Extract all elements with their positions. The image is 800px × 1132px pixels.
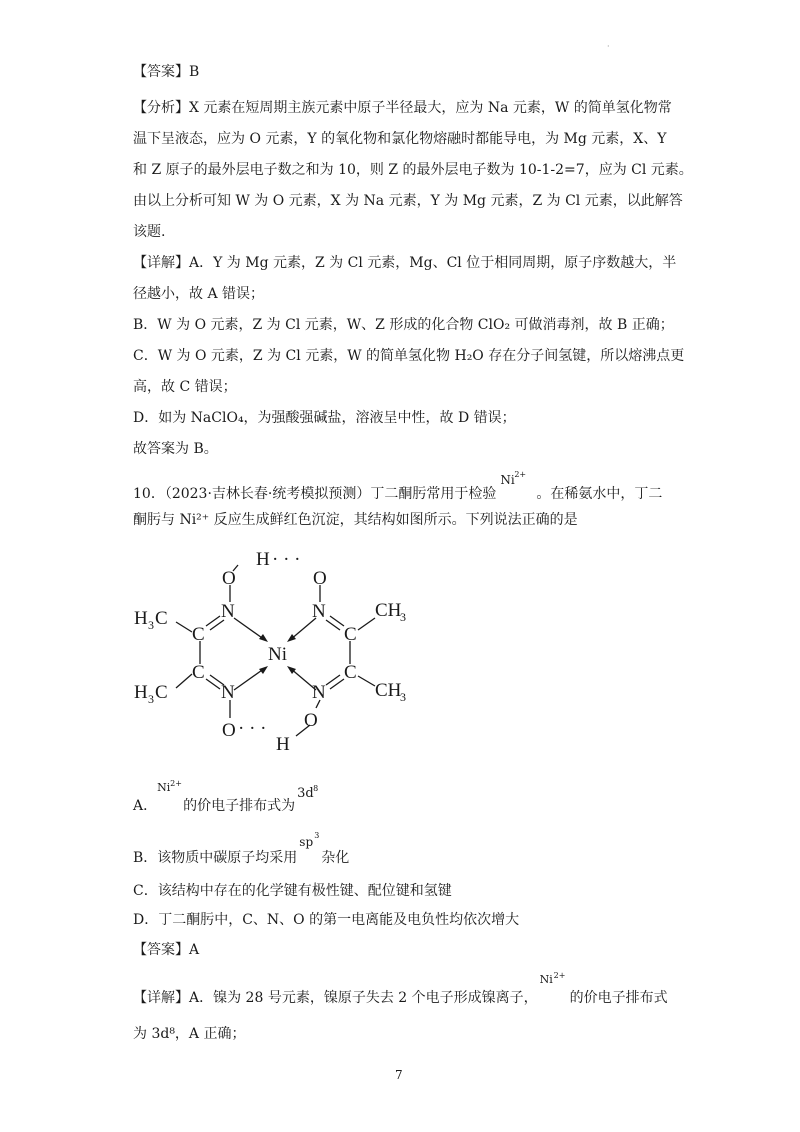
hbond-dots-top: · · · <box>272 549 301 570</box>
q10-line-1 <box>133 470 663 504</box>
c-upper-left: C <box>192 624 205 645</box>
detail-2-prefix: 【详解】A．镍为 28 号元素，镍原子失去 2 个电子形成镍离子， <box>133 990 538 1006</box>
ni-center: Ni <box>268 644 287 665</box>
detail-2-line-1 <box>133 971 668 1008</box>
analysis-line-1: 【分析】X 元素在短周期主族元素中原子半径最大，应为 Na 元素，W 的简单氢化物常 <box>133 100 672 116</box>
n-top-right: N <box>312 601 326 622</box>
analysis-line-5: 该题. <box>133 224 166 240</box>
n-bottom-right: N <box>312 682 326 703</box>
o-top-left: O <box>222 568 236 589</box>
detail-2-line-2: 为 3d⁸，A 正确； <box>133 1026 246 1042</box>
option-a-config: 3d 8 <box>297 784 319 801</box>
q10-suffix: 。在稀氨水中，丁二 <box>536 486 663 502</box>
detail-a-line-1: 【详解】A．Y 为 Mg 元素，Z 为 Cl 元素，Mg、Cl 位于相同周期，原子序数越大，半 <box>133 255 677 271</box>
option-b-suffix: 杂化 <box>321 850 350 866</box>
q10-prefix: 10．（2023·吉林长春·统考模拟预测）丁二酮肟常用于检验 <box>133 486 497 502</box>
option-a-label: A． <box>133 798 158 814</box>
n-bottom-left: N <box>221 682 235 703</box>
detail-d: D．如为 NaClO₄，为强酸强碱盐，溶液呈中性，故 D 错误； <box>133 410 516 426</box>
option-b <box>133 831 350 868</box>
h3c-upper-h: H <box>134 608 148 629</box>
corner-mark: · <box>607 42 610 51</box>
option-d: D．丁二酮肟中，C、N、O 的第一电离能及电负性均依次增大 <box>133 912 520 928</box>
answer-1: 【答案】B <box>133 64 200 80</box>
c-lower-right: C <box>344 662 357 683</box>
ch3-lower-sub: 3 <box>400 690 406 704</box>
conclusion: 故答案为 B。 <box>133 441 218 457</box>
analysis-line-4: 由以上分析可知 W 为 O 元素，X 为 Na 元素，Y 为 Mg 元素，Z 为 Cl 元素，以此解答 <box>133 193 683 209</box>
option-a-text: 的价电子排布式为 <box>183 798 296 814</box>
detail-a-line-2: 径越小，故 A 错误； <box>133 286 265 302</box>
detail-2-suffix: 的价电子排布式 <box>569 990 668 1006</box>
detail-2-ni: Ni 2+ <box>539 971 566 986</box>
c-upper-right: C <box>344 624 357 645</box>
h-bottom: H <box>276 734 290 755</box>
detail-c-line-1: C．W 为 O 元素，Z 为 Cl 元素，W 的简单氢化物 H₂O 存在分子间氢键，所以熔沸点更 <box>133 348 685 364</box>
detail-b: B．W 为 O 元素，Z 为 Cl 元素，W、Z 形成的化合物 ClO₂ 可做消毒剂，故 B 正确； <box>133 317 674 333</box>
option-a-ni: Ni 2+ <box>157 779 182 794</box>
o-bottom-right: O <box>304 710 318 731</box>
option-b-text: B．该物质中碳原子均采用 <box>133 850 298 866</box>
analysis-line-2: 温下呈液态，应为 O 元素，Y 的氧化物和氯化物熔融时都能导电，为 Mg 元素，X、Y <box>133 131 667 147</box>
q10-line-2: 酮肟与 Ni²⁺ 反应生成鲜红色沉淀，其结构如图所示。下列说法正确的是 <box>133 512 578 528</box>
hbond-dots-bottom: · · · <box>238 718 267 739</box>
detail-c-line-2: 高，故 C 错误； <box>133 379 237 395</box>
h3c-lower-h: H <box>134 682 148 703</box>
ch3-upper-sub: 3 <box>400 610 406 624</box>
h3c-upper-sub: 3 <box>148 618 154 632</box>
answer-2: 【答案】A <box>133 942 200 958</box>
h3c-lower-sub: 3 <box>148 692 154 706</box>
o-bottom-left: O <box>222 720 236 741</box>
nickel-dimethylglyoxime-structure <box>120 540 420 760</box>
q10-ni-ion: Ni 2+ <box>500 470 527 487</box>
page-number: 7 <box>395 1068 403 1082</box>
n-top-left: N <box>221 601 235 622</box>
h3c-upper-c: C <box>155 608 168 629</box>
o-top-right: O <box>313 568 327 589</box>
option-c: C．该结构中存在的化学键有极性键、配位键和氢键 <box>133 883 452 899</box>
option-b-sp3: sp 3 <box>299 831 320 849</box>
c-lower-left: C <box>192 662 205 683</box>
h-top: H <box>256 549 270 570</box>
option-a <box>133 779 321 816</box>
ch3-lower-ch: CH <box>375 680 402 701</box>
ch3-upper-ch: CH <box>375 600 402 621</box>
analysis-line-3: 和 Z 原子的最外层电子数之和为 10，则 Z 的最外层电子数为 10-1-2=7，应为 Cl 元素。 <box>133 162 693 178</box>
h3c-lower-c: C <box>155 682 168 703</box>
